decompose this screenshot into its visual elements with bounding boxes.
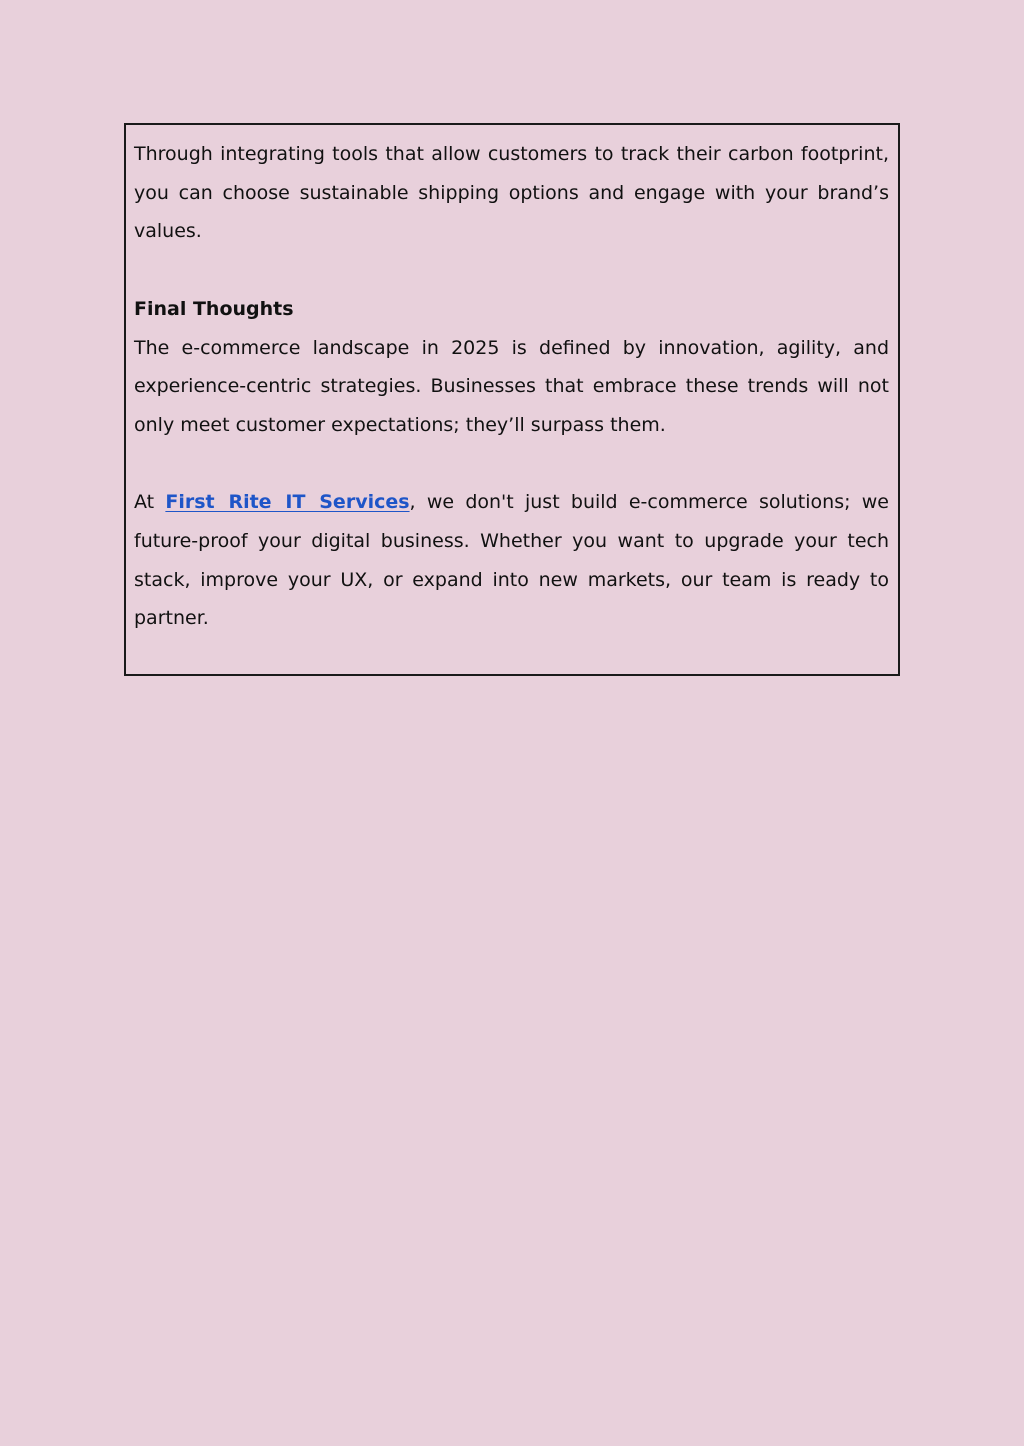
closing-paragraph — [134, 483, 889, 638]
closing-prefix: At — [134, 491, 166, 514]
company-link[interactable]: First Rite IT Services — [165, 491, 410, 514]
section-heading: Final Thoughts — [134, 297, 294, 320]
intro-paragraph: Through integrating tools that allow customers to track their carbon footprint, you can choose sustainable shipping options and engage with your brand’s values. — [134, 143, 889, 243]
paragraph-spacer — [134, 251, 889, 290]
paragraph-spacer — [134, 445, 889, 484]
closing-suffix: , we don't just build e-commerce solutions; we future-proof your digital business. Whether you want to upgrade your tech stack, improve your UX, or expand into new markets, our team is ready to partner. — [134, 491, 889, 630]
content-box — [124, 123, 900, 676]
section-paragraph: The e-commerce landscape in 2025 is defined by innovation, agility, and experience-centric strategies. Businesses that embrace these trends will not only meet customer expectations; they’ll surpass them. — [134, 336, 889, 436]
